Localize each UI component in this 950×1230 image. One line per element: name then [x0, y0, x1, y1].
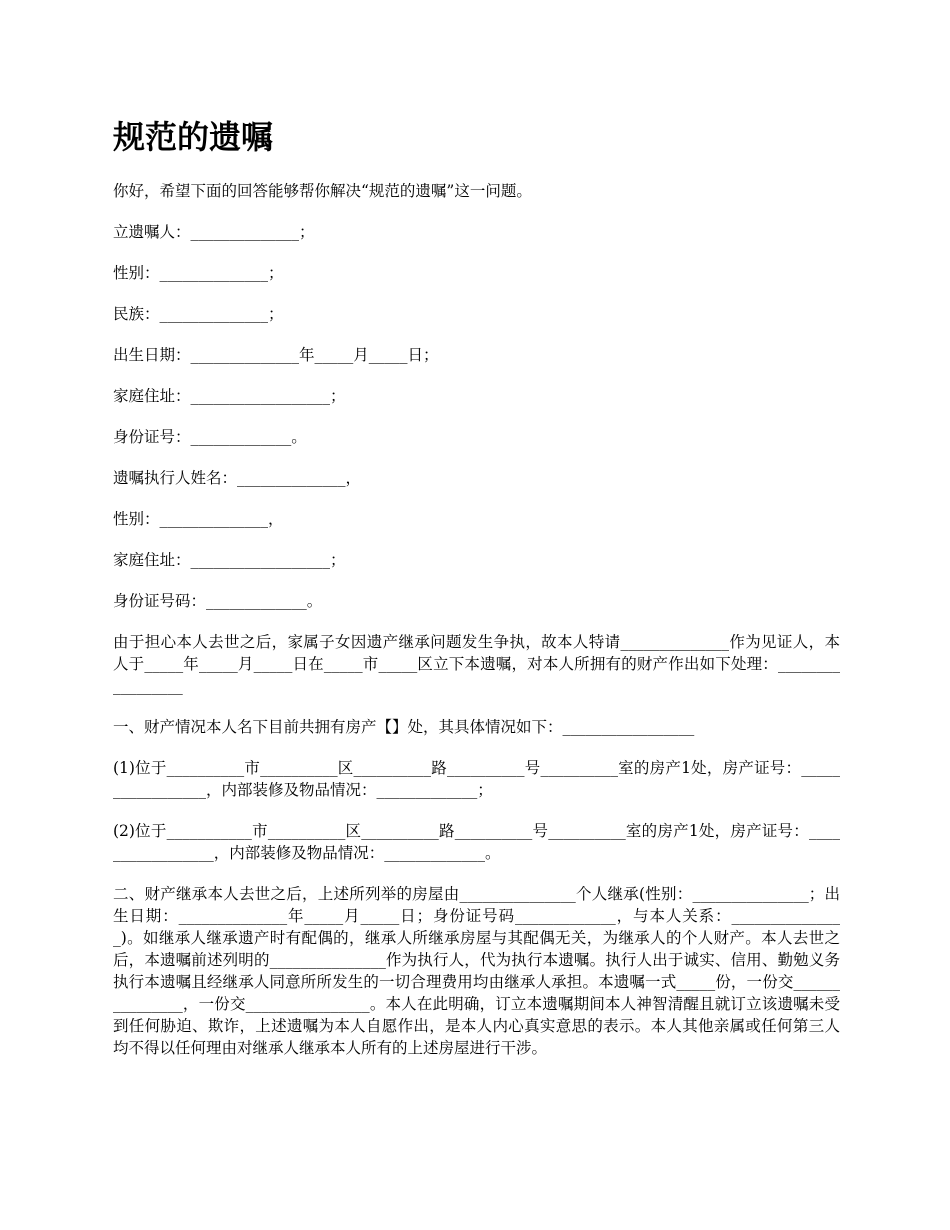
testator-id-line: 身份证号：_____________。 [113, 428, 307, 446]
document-title: 规范的遗嘱 [113, 118, 274, 156]
testator-gender-line: 性别：______________； [113, 264, 284, 282]
property-item-1: (1)位于__________市__________区__________路__________号__________室的房产1处，房产证号：_________________，内部装修及物品情况：_____________； [113, 759, 840, 799]
executor-gender-line: 性别：______________， [113, 510, 284, 528]
property-section-heading: 一、财产情况本人名下目前共拥有房产【】处，其具体情况如下：_________________ [113, 718, 695, 736]
executor-name-line: 遗嘱执行人姓名：______________， [113, 469, 362, 487]
executor-id-line: 身份证号码：_____________。 [113, 592, 323, 610]
property-item-2: (2)位于___________市__________区__________路__________号__________室的房产1处，房产证号：_________________，内部装修及物品情况：_____________。 [113, 822, 840, 862]
intro-paragraph: 你好，希望下面的回答能够帮你解决“规范的遗嘱”这一问题。 [113, 182, 532, 200]
testator-ethnicity-line: 民族：______________； [113, 305, 284, 323]
testator-address-line: 家庭住址：__________________； [113, 387, 346, 405]
executor-address-line: 家庭住址：__________________； [113, 551, 346, 569]
document-page [113, 112, 840, 1059]
inheritance-section-paragraph: 二、财产继承本人去世之后，上述所列举的房屋由_______________个人继承(性别：_______________；出生日期：______________年_____月_____日；身份证号码_____________，与本人关系：_______________)。如继承人继承遗产时有配偶的，继承人所继承房屋与其配偶无关，为继承人的个人财产。本人去世之后，本遗嘱前述列明的_______________作为执行人，代为执行本遗嘱。执行人出于诚实、信用、勤勉义务执行本遗嘱且经继承人同意所所发生的一切合理费用均由继承人承担。本遗嘱一式_____份，一份交_______________，一份交________________。本人在此明确，订立本遗嘱期间本人神智清醒且就订立该遗嘱未受到任何胁迫、欺诈，上述遗嘱为本人自愿作出，是本人内心真实意思的表示。本人其他亲属或任何第三人均不得以任何理由对继承人继承本人所有的上述房屋进行干涉。 [113, 885, 840, 1057]
testator-birthdate-line: 出生日期：______________年_____月_____日； [113, 346, 439, 364]
preamble-paragraph: 由于担心本人去世之后，家属子女因遗产继承问题发生争执，故本人特请______________作为见证人，本人于_____年_____月_____日在_____市_____区立下本遗嘱，对本人所拥有的财产作出如下处理：_________________ [113, 633, 840, 695]
testator-name-line: 立遗嘱人：______________； [113, 223, 315, 241]
